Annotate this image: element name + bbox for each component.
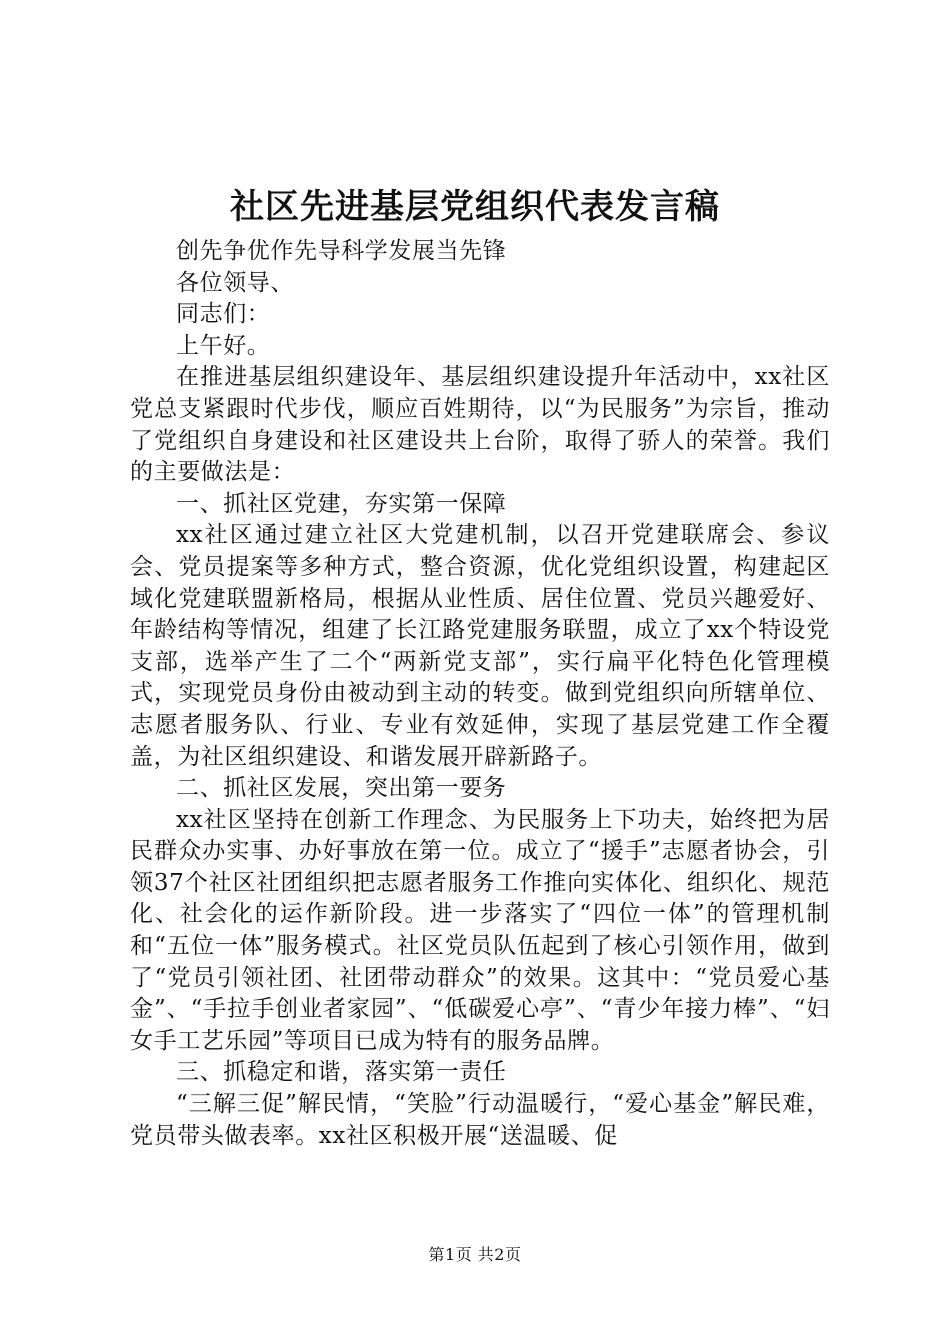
section-3-paragraph: “三解三促”解民情，“笑脸”行动温暖行，“爱心基金”解民难，党员带头做表率。xx社区积极开展“送温暖、促 <box>130 1091 830 1149</box>
salutation-leaders: 各位领导、 <box>176 269 294 296</box>
section-2-paragraph: xx社区坚持在创新工作理念、为民服务上下功夫，始终把为居民群众办实事、办好事放在第一位。成立了“援手”志愿者协会，引领37个社区社团组织把志愿者服务工作推向实体化、组织化、规范化、社会化的运作新阶段。进一步落实了“四位一体”的管理机制和“五位一体”服务模式。社区党员队伍起到了核心引领作用，做到了“党员引领社团、社团带动群众”的效果。这其中：“党员爱心基金”、“手拉手创业者家园”、“低碳爱心亭”、“青少年接力棒”、“妇女手工艺乐园”等项目已成为特有的服务品牌。 <box>130 806 830 1054</box>
section-heading-1: 一、抓社区党建，夯实第一保障 <box>176 490 507 517</box>
intro-paragraph: 在推进基层组织建设年、基层组织建设提升年活动中，xx社区党总支紧跟时代步伐，顺应百姓期待，以“为民服务”为宗旨，推动了党组织自身建设和社区建设共上台阶，取得了骄人的荣誉。我们的主要做法是： <box>130 364 830 486</box>
subtitle-paragraph: 创先争优作先导科学发展当先锋 <box>176 238 507 264</box>
section-heading-2: 二、抓社区发展，突出第一要务 <box>176 775 507 802</box>
document-body <box>130 236 830 1152</box>
greeting-paragraph: 上午好。 <box>176 332 271 359</box>
page-footer: 第1页 共2页 <box>428 1245 522 1264</box>
salutation-comrades: 同志们： <box>176 301 271 328</box>
document-title: 社区先进基层党组织代表发言稿 <box>230 187 720 227</box>
section-heading-3: 三、抓稳定和谐，落实第一责任 <box>176 1059 507 1086</box>
section-1-paragraph: xx社区通过建立社区大党建机制，以召开党建联席会、参议会、党员提案等多种方式，整合资源，优化党组织设置，构建起区域化党建联盟新格局，根据从业性质、居住位置、党员兴趣爱好、年龄结构等情况，组建了长江路党建服务联盟，成立了xx个特设党支部，选举产生了二个“两新党支部”，实行扁平化特色化管理模式，实现党员身份由被动到主动的转变。做到党组织向所辖单位、志愿者服务队、行业、专业有效延伸，实现了基层党建工作全覆盖，为社区组织建设、和谐发展开辟新路子。 <box>130 522 830 770</box>
